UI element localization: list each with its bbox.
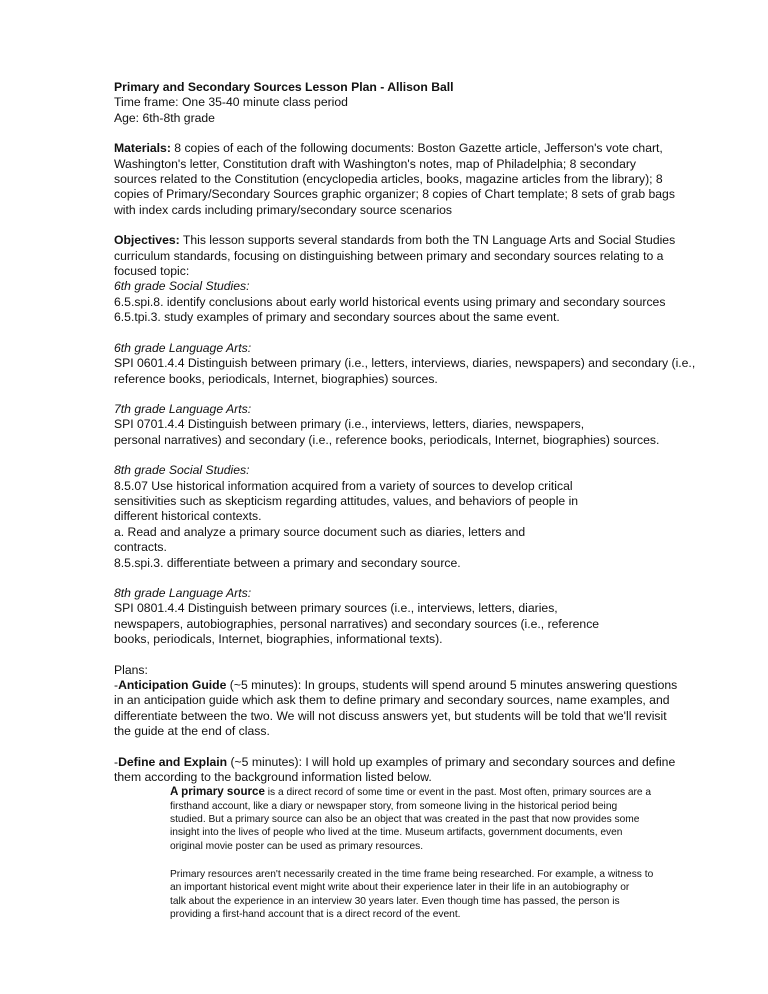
materials-text: copies of Primary/Secondary Sources graphic organizer; 8 copies of Chart template; 8 sets of grab bags [114,187,675,202]
standard-line: different historical contexts. [114,509,262,524]
standard-line: newspapers, autobiographies, personal narratives) and secondary sources (i.e., reference [114,616,600,631]
background-text: insight into the lives of people who lived at the time. Museum artifacts, government documents, even [170,827,623,839]
objectives-text: curriculum standards, focusing on distinguishing between primary and secondary sources relating to a [114,248,664,263]
plans-label: Plans: [114,662,148,677]
background-text: an important historical event might write about their experience later in their life in an autobiography or [170,882,630,894]
age-range: Age: 6th-8th grade [114,110,215,125]
background-text: talk about the experience in an interview 30 years later. Even though time has passed, the person is [170,895,620,907]
objectives-text: focused topic: [114,264,190,279]
standard-line: reference books, periodicals, Internet, biographies) sources. [114,371,438,386]
standard-line: 8.5.spi.3. differentiate between a primary and secondary source. [114,555,461,570]
standard-line: personal narratives) and secondary (i.e., reference books, periodicals, Internet, biographies) sources. [114,432,660,447]
define-text: (~5 minutes): I will hold up examples of primary and secondary sources and define [227,754,676,769]
define-text: them according to the background information listed below. [114,770,432,785]
standard-line: SPI 0601.4.4 Distinguish between primary (i.e., letters, interviews, diaries, newspapers) and secondary (i.e., [114,356,696,371]
standard-line: SPI 0701.4.4 Distinguish between primary (i.e., interviews, letters, diaries, newspapers, [114,417,585,432]
standard-line: 6.5.spi.8. identify conclusions about early world historical events using primary and secondary sources [114,294,666,309]
standard-line: SPI 0801.4.4 Distinguish between primary sources (i.e., interviews, letters, diaries, [114,601,558,616]
standard-line: a. Read and analyze a primary source document such as diaries, letters and [114,524,526,539]
time-frame: Time frame: One 35-40 minute class period [114,95,348,110]
materials-text: 8 copies of each of the following documents: Boston Gazette article, Jefferson's vote chart, [170,141,663,156]
lesson-plan-document [114,80,696,921]
objectives-section [114,233,696,647]
document-title: Primary and Secondary Sources Lesson Plan - Allison Ball [114,80,454,94]
anticipation-text: differentiate between the two. We will not discuss answers yet, but students will be told that we'll revisit [114,708,667,723]
plan-dash: - [114,678,119,692]
standard-heading: 8th grade Social Studies: [114,463,250,478]
background-text: original movie poster can be used as primary resources. [170,840,424,852]
define-explain-label: Define and Explain [118,754,228,769]
anticipation-guide-label: Anticipation Guide [118,678,227,692]
objectives-label: Objectives: [114,233,180,248]
anticipation-text: the guide at the end of class. [114,724,270,739]
standard-line: 6.5.tpi.3. study examples of primary and secondary sources about the same event. [114,310,560,325]
objectives-text: This lesson supports several standards from both the TN Language Arts and Social Studies [179,233,676,248]
materials-text: Washington's letter, Constitution draft with Washington's notes, map of Philadelphia; 8 secondary [114,156,637,171]
standard-line: books, periodicals, Internet, biographies, informational texts). [114,632,443,647]
standard-line: sensitivities such as skepticism regarding attitudes, values, and behaviors of people in [114,493,579,508]
background-text: firsthand account, like a diary or newspaper story, from someone living in the historical period being [170,800,618,812]
plan-dash: - [114,754,119,769]
background-information [170,785,674,921]
background-text: is a direct record of some time or event in the past. Most often, primary sources are a [264,787,652,799]
standard-heading: 6th grade Language Arts: [114,340,252,355]
materials-text: sources related to the Constitution (encyclopedia articles, books, magazine articles from the library); 8 [114,172,663,187]
materials-section [114,141,674,218]
background-text: providing a first-hand account that is a direct record of the event. [170,908,461,920]
standard-heading: 7th grade Language Arts: [114,401,252,416]
background-text: Primary resources aren't necessarily created in the time frame being researched. For example, a witness to [170,868,654,880]
primary-source-term: A primary source [170,785,265,799]
plans-section [114,662,678,922]
materials-text: with index cards including primary/secondary source scenarios [114,202,453,217]
standard-heading: 6th grade Social Studies: [114,279,250,294]
background-text: studied. But a primary source can also be an object that was created in the past that now provides some [170,814,640,826]
standard-heading: 8th grade Language Arts: [114,585,252,600]
standard-line: 8.5.07 Use historical information acquired from a variety of sources to develop critical [114,478,573,493]
materials-label: Materials: [114,141,171,156]
anticipation-text: in an anticipation guide which ask them to define primary and secondary sources, name examples, and [114,693,670,708]
anticipation-text: (~5 minutes): In groups, students will spend around 5 minutes answering questions [226,678,678,692]
standard-line: contracts. [114,540,167,555]
